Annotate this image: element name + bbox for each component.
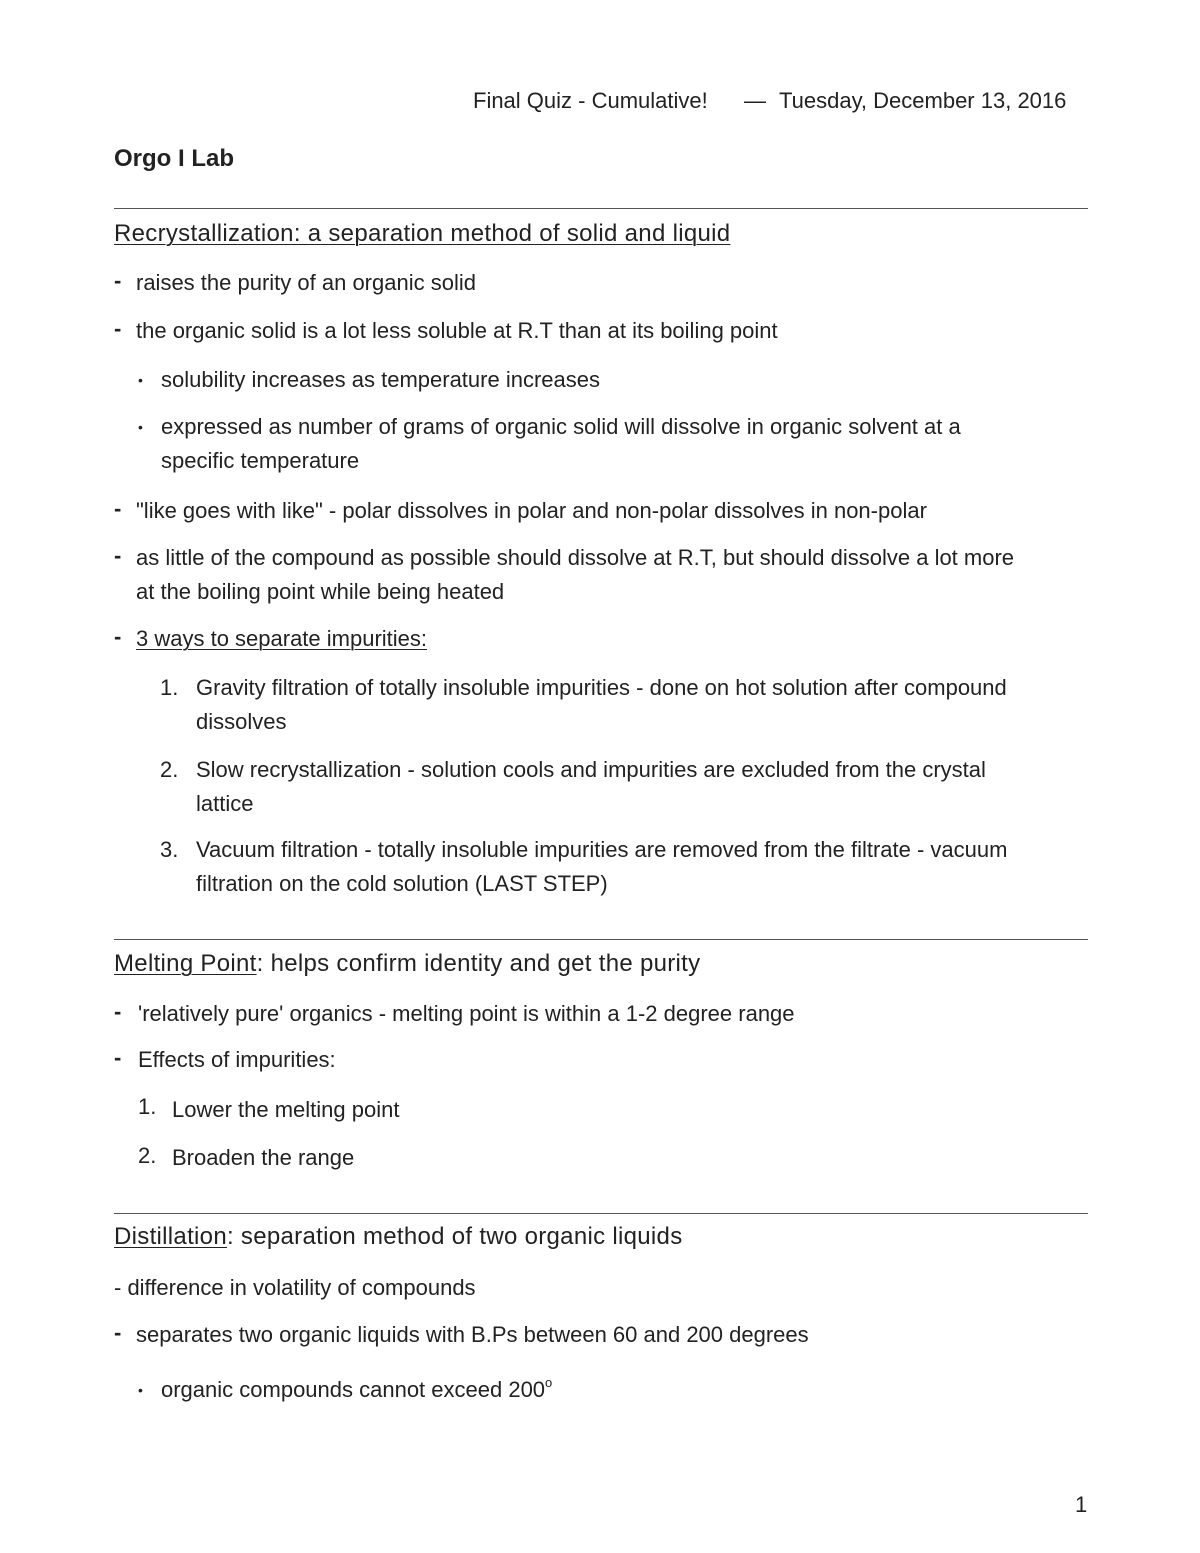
recrystallization-title: Recrystallization: a separation method of solid and liquid [114, 220, 731, 247]
divider-2 [114, 939, 1088, 940]
distillation-item: separates two organic liquids with B.Ps between 60 and 200 degrees [136, 1322, 809, 1347]
bullet-dot: • [138, 372, 143, 388]
melting-point-term: Melting Point [114, 950, 257, 977]
recryst-item-2: the organic solid is a lot less soluble at R.T than at its boiling point [136, 318, 778, 343]
melting-item-2: Effects of impurities: [138, 1047, 336, 1072]
effect-1: Lower the melting point [172, 1097, 400, 1122]
degree-mark: o [545, 1375, 553, 1390]
melting-point-desc: : helps confirm identity and get the purity [256, 950, 701, 977]
way-2-cont: lattice [196, 791, 254, 816]
page-number: 1 [1075, 1492, 1088, 1517]
dash-bullet: - [114, 496, 122, 521]
recryst-item-1: raises the purity of an organic solid [136, 270, 476, 295]
header-separator: — [744, 88, 766, 113]
way-number-2: 2. [160, 757, 179, 782]
dash-bullet: - [114, 316, 122, 341]
recryst-item-3: "like goes with like" - polar dissolves in polar and non-polar dissolves in non-polar [136, 498, 927, 523]
distillation-term: Distillation [114, 1223, 227, 1250]
way-2: Slow recrystallization - solution cools and impurities are excluded from the crystal [196, 757, 986, 782]
way-number-3: 3. [160, 837, 179, 862]
bullet-dot: • [138, 419, 143, 435]
recryst-item-4-cont: at the boiling point while being heated [136, 579, 505, 604]
distillation-subbullet-text: organic compounds cannot exceed 200 [161, 1377, 546, 1402]
dash-bullet: - [114, 1045, 122, 1070]
header-title: Final Quiz - Cumulative! [473, 88, 708, 113]
header-date: Tuesday, December 13, 2016 [779, 88, 1067, 113]
dash-bullet: - [114, 624, 122, 649]
recryst-item-4: as little of the compound as possible should dissolve at R.T, but should dissolve a lot more [136, 545, 1015, 570]
divider-3 [114, 1213, 1088, 1214]
melting-item-1: 'relatively pure' organics - melting point is within a 1-2 degree range [138, 1001, 795, 1026]
way-3-cont: filtration on the cold solution (LAST STEP) [196, 871, 608, 896]
effect-number-1: 1. [138, 1094, 157, 1119]
dash-bullet: - [114, 268, 122, 293]
ways-title: 3 ways to separate impurities: [136, 626, 428, 651]
dash-bullet: - [114, 999, 122, 1024]
course-title: Orgo I Lab [114, 145, 234, 172]
distillation-desc: : separation method of two organic liquids [226, 1223, 683, 1250]
effect-number-2: 2. [138, 1143, 157, 1168]
recryst-subbullet-2-cont: specific temperature [161, 448, 360, 473]
way-3: Vacuum filtration - totally insoluble impurities are removed from the filtrate - vacuum [196, 837, 1008, 862]
distillation-subbullet [161, 1377, 552, 1403]
way-1: Gravity filtration of totally insoluble impurities - done on hot solution after compound [196, 675, 1007, 700]
melting-point-title [114, 950, 700, 978]
way-number-1: 1. [160, 675, 179, 700]
dash-bullet: - [114, 1320, 122, 1345]
divider-1 [114, 208, 1088, 209]
dash-bullet: - [114, 543, 122, 568]
way-1-cont: dissolves [196, 709, 287, 734]
recryst-subbullet-2: expressed as number of grams of organic solid will dissolve in organic solvent at a [161, 414, 961, 439]
bullet-dot: • [138, 1382, 143, 1398]
recryst-subbullet-1: solubility increases as temperature increases [161, 367, 600, 392]
distillation-title [114, 1223, 683, 1251]
effect-2: Broaden the range [172, 1145, 355, 1170]
distillation-line-1: - difference in volatility of compounds [114, 1275, 476, 1300]
